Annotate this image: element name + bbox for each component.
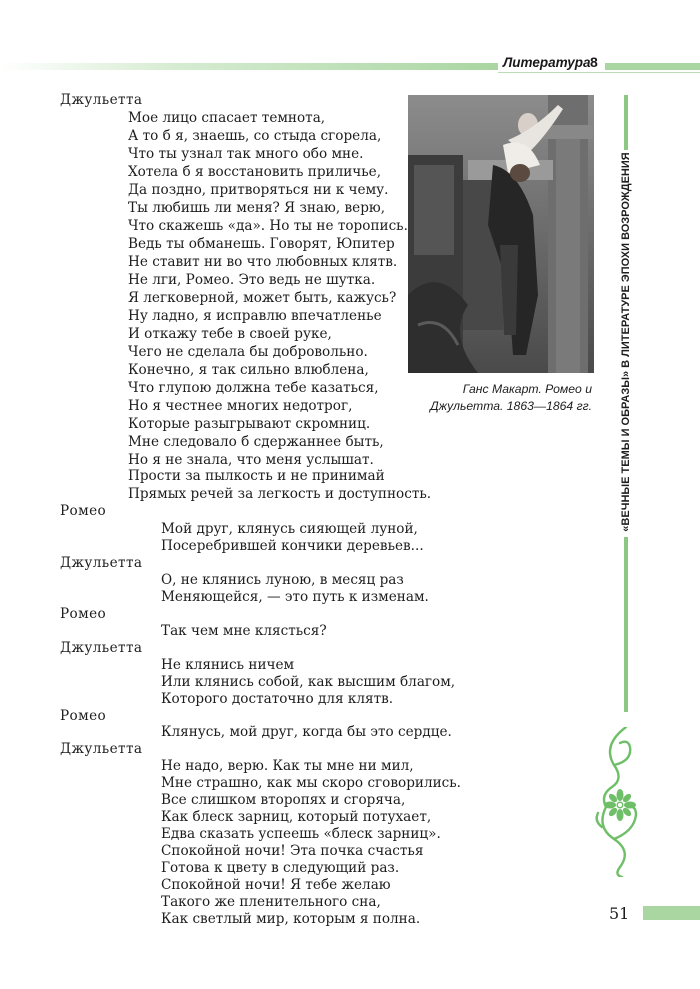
verse-line: Ты любишь ли меня? Я знаю, верю, (128, 200, 386, 216)
running-head-title: Литература (503, 55, 591, 70)
verse-line: А то б я, знаешь, со стыда сгорела, (128, 128, 382, 144)
verse-line: Мое лицо спасает темнота, (128, 110, 326, 126)
speaker-label: Ромео (60, 708, 107, 724)
verse-line: Такого же пленительного сна, (161, 894, 381, 910)
floral-ornament-icon (592, 727, 652, 877)
header-rule (498, 72, 700, 73)
verse-line: Конечно, я так сильно влюблена, (128, 362, 369, 378)
verse-line: Мне следовало б сдержаннее быть, (128, 434, 384, 450)
verse-line: Так чем мне клясться? (161, 623, 327, 639)
verse-line: Мне страшно, как мы скоро сговорились. (161, 775, 461, 791)
verse-line: Не ставит ни во что любовных клятв. (128, 254, 398, 270)
speaker-label: Ромео (60, 503, 107, 519)
verse-line: Но я честнее многих недотрог, (128, 398, 353, 414)
verse-line: Что ты узнал так много обо мне. (128, 146, 364, 162)
verse-line: Ну ладно, я исправлю впечатленье (128, 308, 382, 324)
verse-line: И откажу тебе в своей руке, (128, 326, 332, 342)
verse-line: Все слишком второпях и сгоряча, (161, 792, 406, 808)
verse-line: Как блеск зарниц, который потухает, (161, 809, 432, 825)
verse-line: Но я не знала, что меня услышат. (128, 452, 374, 468)
header-band-right (605, 63, 700, 70)
verse-line: О, не клянись луною, в месяц раз (161, 572, 404, 588)
speaker-label: Джульетта (60, 741, 143, 757)
verse-line: Прямых речей за легкость и доступность. (128, 486, 432, 502)
verse-line: Не лги, Ромео. Это ведь не шутка. (128, 272, 376, 288)
side-bar-bottom (624, 537, 628, 712)
verse-line: Что глупою должна тебе казаться, (128, 380, 379, 396)
illustration-romeo-and-juliet (408, 95, 594, 373)
verse-line: Да поздно, притворяться ни к чему. (128, 182, 389, 198)
verse-line: Или клянись собой, как высшим благом, (161, 674, 456, 690)
speaker-label: Джульетта (60, 92, 143, 108)
illustration-caption-line2: Джульетта. 1863—1864 гг. (430, 399, 592, 413)
side-bar-top (624, 95, 628, 150)
running-head-grade: 8 (590, 54, 598, 70)
verse-line: Я легковерной, может быть, кажусь? (128, 290, 397, 306)
verse-line: Не клянись ничем (161, 657, 295, 673)
verse-line: Не надо, верю. Как ты мне ни мил, (161, 758, 414, 774)
verse-line: Спокойной ночи! Я тебе желаю (161, 877, 391, 893)
header-band-left (0, 63, 498, 70)
verse-line: Мой друг, клянусь сияющей луной, (161, 521, 418, 537)
verse-line: Меняющейся, — это путь к изменам. (161, 589, 429, 605)
verse-line: Хотела б я восстановить приличье, (128, 164, 382, 180)
verse-line: Которого достаточно для клятв. (161, 691, 394, 707)
speaker-label: Джульетта (60, 640, 143, 656)
speaker-label: Ромео (60, 606, 107, 622)
verse-line: Клянусь, мой друг, когда бы это сердце. (161, 724, 452, 740)
verse-line: Спокойной ночи! Эта почка счастья (161, 843, 424, 859)
page-number: 51 (609, 904, 630, 923)
speaker-label: Джульетта (60, 555, 143, 571)
verse-line: Едва сказать успеешь «блеск зарниц». (161, 826, 441, 842)
verse-line: Чего не сделала бы добровольно. (128, 344, 368, 360)
verse-line: Ведь ты обманешь. Говорят, Юпитер (128, 236, 395, 252)
footer-band (643, 906, 700, 920)
painting-image (408, 95, 594, 373)
verse-line: Прости за пылкость и не принимай (128, 468, 385, 484)
verse-line: Которые разыгрывают скромниц. (128, 416, 371, 432)
section-side-title: «ВЕЧНЫЕ ТЕМЫ И ОБРАЗЫ» В ЛИТЕРАТУРЕ ЭПОХИ ВОЗРОЖДЕНИЯ (620, 152, 632, 532)
verse-line: Как светлый мир, которым я полна. (161, 911, 421, 927)
verse-line: Посеребрившей кончики деревьев... (161, 538, 424, 554)
illustration-caption-line1: Ганс Макарт. Ромео и (462, 382, 592, 396)
verse-line: Готова к цвету в следующий раз. (161, 860, 400, 876)
verse-line: Что скажешь «да». Но ты не торопись. (128, 218, 408, 234)
